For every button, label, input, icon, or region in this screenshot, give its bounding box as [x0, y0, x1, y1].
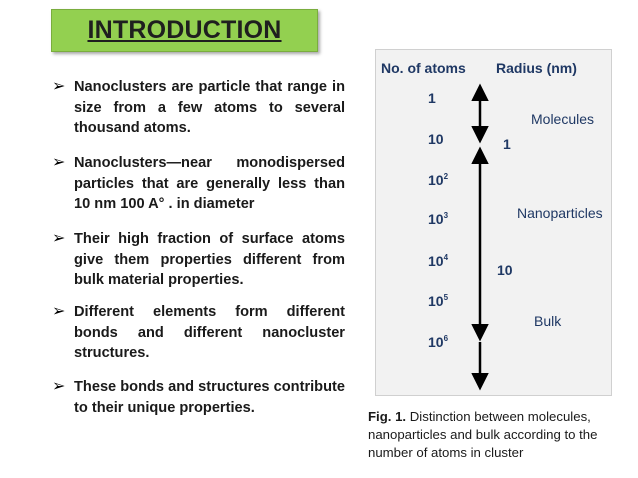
- label-bulk: Bulk: [534, 313, 562, 329]
- caption-text: Distinction between molecules, nanoparticles and bulk according to the number of atoms in cluster: [368, 409, 598, 460]
- atoms-value: $10^4$: [428, 253, 449, 269]
- arrow-bullet-icon: ➢: [52, 154, 66, 171]
- header-radius: Radius (nm): [496, 60, 577, 76]
- page-title: INTRODUCTION: [87, 16, 282, 44]
- figure-caption: [368, 408, 628, 462]
- arrow-bullet-icon: ➢: [52, 303, 66, 320]
- arrow-bullet-icon: ➢: [52, 230, 66, 247]
- caption-label: Fig. 1.: [368, 409, 407, 424]
- atoms-value: $10^2$: [428, 172, 449, 188]
- label-nanoparticles: Nanoparticles: [517, 205, 603, 221]
- atoms-value: $10^3$: [428, 211, 449, 227]
- atoms-value: $10^5$: [428, 293, 449, 309]
- title-banner: [51, 9, 318, 52]
- bullet-text: Different elements form different bonds and different nanocluster structures.: [74, 304, 345, 361]
- atoms-value: $10^6$: [428, 334, 449, 350]
- size-figure: [375, 49, 612, 396]
- bullet-text: Their high fraction of surface atoms give them properties different from bulk material properties.: [74, 231, 345, 288]
- bullet-text: Nanoclusters—near monodispersed particles that are generally less than 10 nm 100 A° . in diameter: [74, 155, 345, 212]
- radius-10: 10: [497, 262, 513, 278]
- label-molecules: Molecules: [531, 111, 595, 127]
- radius-1: 1: [503, 136, 511, 152]
- atoms-value: 10: [428, 131, 444, 147]
- size-diagram: [376, 50, 613, 397]
- arrow-bullet-icon: ➢: [52, 378, 66, 395]
- header-atoms: No. of atoms: [381, 60, 466, 76]
- bullet-text: Nanoclusters are particle that range in size from a few atoms to several thousand atoms.: [74, 79, 345, 136]
- arrow-bullet-icon: ➢: [52, 78, 66, 95]
- bullet-text: These bonds and structures contribute to their unique properties.: [74, 379, 345, 416]
- atoms-value: 1: [428, 90, 436, 106]
